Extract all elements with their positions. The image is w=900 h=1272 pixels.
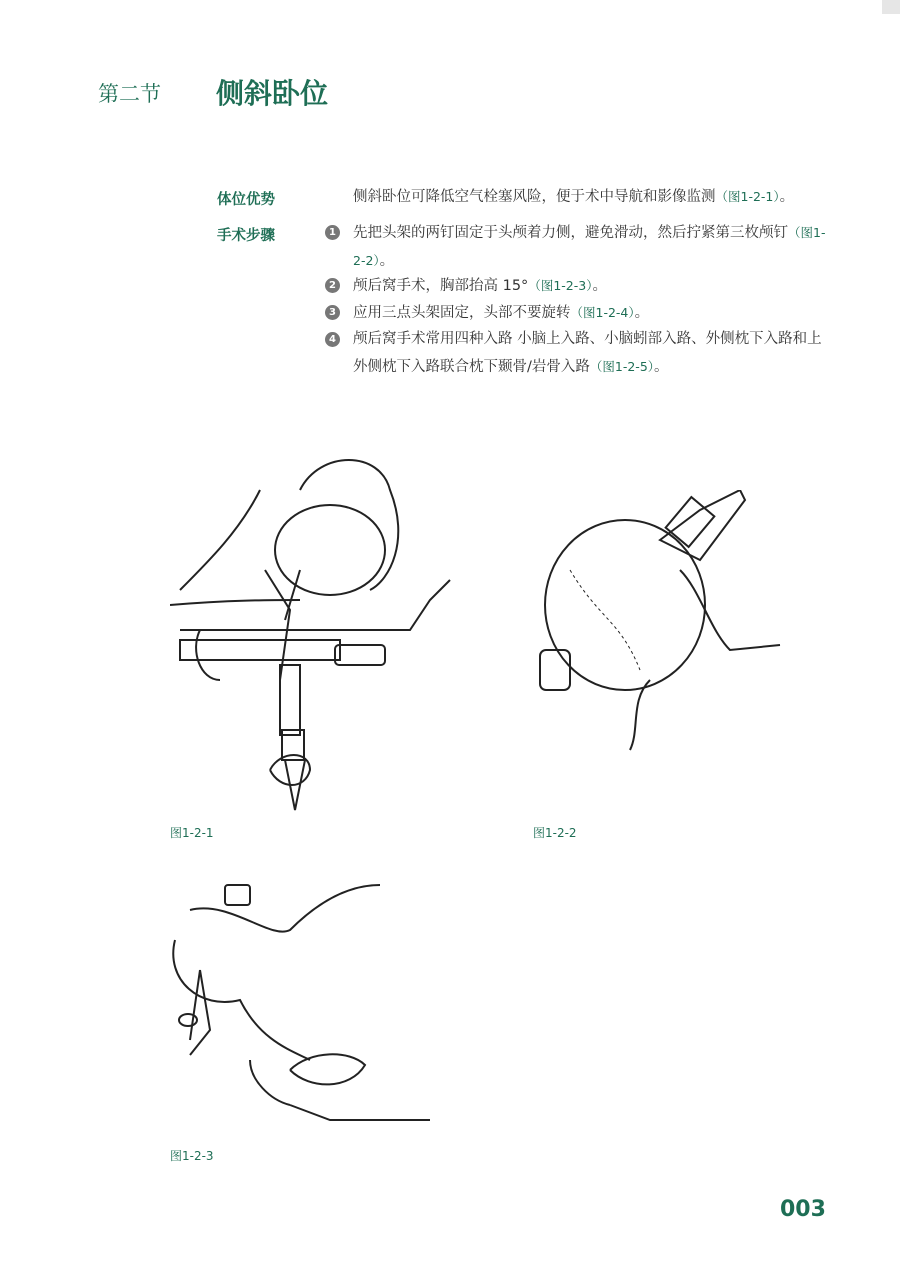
page-corner <box>882 0 900 14</box>
figure-ref: （图1-2-5） <box>589 359 655 374</box>
figure-caption: 图1-2-3 <box>170 1149 214 1163</box>
period: 。 <box>379 253 395 269</box>
period: 。 <box>592 278 607 294</box>
figure-ref: （图1-2-4） <box>570 305 635 320</box>
step-3 <box>353 299 828 327</box>
text: 颅后窝手术，胸部抬高 15° <box>353 278 529 294</box>
figure-ref: （图1-2-2） <box>353 225 826 268</box>
step-number: 3 <box>325 305 340 320</box>
page-number: 003 <box>780 1197 826 1222</box>
step-4 <box>353 326 828 381</box>
step-1 <box>353 219 828 275</box>
figure-1-2-2-illustration <box>530 490 790 760</box>
figure-caption: 图1-2-2 <box>533 826 577 840</box>
steps-label: 手术步骤 <box>217 228 275 244</box>
figure-ref: （图1-2-1） <box>715 189 780 204</box>
period: 。 <box>779 189 795 205</box>
period: 。 <box>654 359 669 375</box>
advantage-label: 体位优势 <box>217 192 275 208</box>
period: 。 <box>634 305 650 321</box>
text: 颅后窝手术常用四种入路 小脑上入路、小脑蚓部入路、外侧枕下入路和上外侧枕下入路联合枕下颞骨/岩骨入路 <box>353 331 822 375</box>
step-number: 1 <box>325 225 340 240</box>
figure-caption: 图1-2-1 <box>170 826 214 840</box>
advantage-text <box>353 183 828 211</box>
text: 先把头架的两钉固定于头颅着力侧，避免滑动，然后拧紧第三枚颅钉 <box>353 225 788 241</box>
figure-1-2-1-illustration <box>170 450 460 815</box>
section-number: 第二节 <box>98 82 161 106</box>
step-number: 4 <box>325 332 340 347</box>
step-number: 2 <box>325 278 340 293</box>
step-2 <box>353 272 828 300</box>
text: 应用三点头架固定，头部不要旋转 <box>353 305 571 321</box>
section-title: 侧斜卧位 <box>216 77 329 110</box>
text: 侧斜卧位可降低空气栓塞风险，便于术中导航和影像监测 <box>353 189 716 205</box>
figure-1-2-3-illustration <box>170 880 440 1140</box>
figure-ref: （图1-2-3） <box>528 278 593 293</box>
